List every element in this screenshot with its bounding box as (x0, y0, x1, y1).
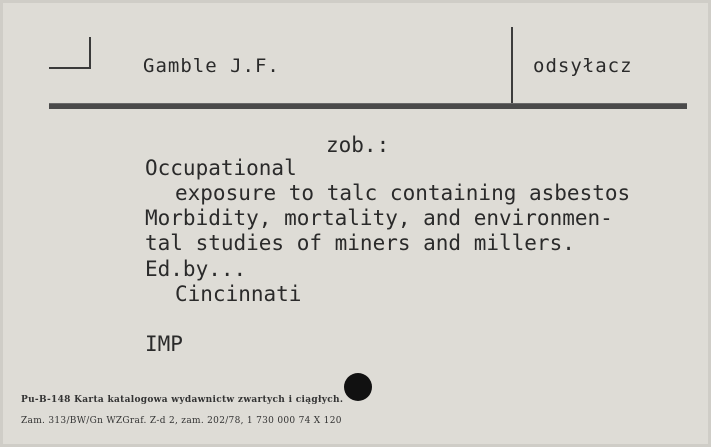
footer-form-line: Pu-B-148 Karta katalogowa wydawnictw zwartych i ciągłych. (21, 395, 344, 405)
see-reference-label: zob.: (326, 133, 390, 157)
title-line-1: Morbidity, mortality, and environmen- (145, 206, 613, 230)
title-line-2: tal studies of miners and millers. (145, 231, 575, 255)
editor-line: Ed.by... (145, 257, 247, 281)
punch-hole (344, 373, 372, 401)
header-rule (49, 103, 687, 109)
author-heading: Gamble J.F. (143, 55, 280, 77)
header-divider (511, 27, 513, 104)
subject-line-2: exposure to talc containing asbestos (175, 181, 631, 205)
corner-mark-vertical (89, 37, 91, 69)
corner-mark-horizontal (49, 67, 91, 69)
place-line: Cincinnati (175, 282, 302, 306)
card-type-label: odsyłacz (533, 55, 633, 77)
footer-print-line: Zam. 313/BW/Gn WZGraf. Z-d 2, zam. 202/78, 1 730 000 74 X 120 (21, 416, 342, 426)
subject-line-1: Occupational (145, 156, 297, 180)
code-label: IMP (145, 332, 183, 356)
